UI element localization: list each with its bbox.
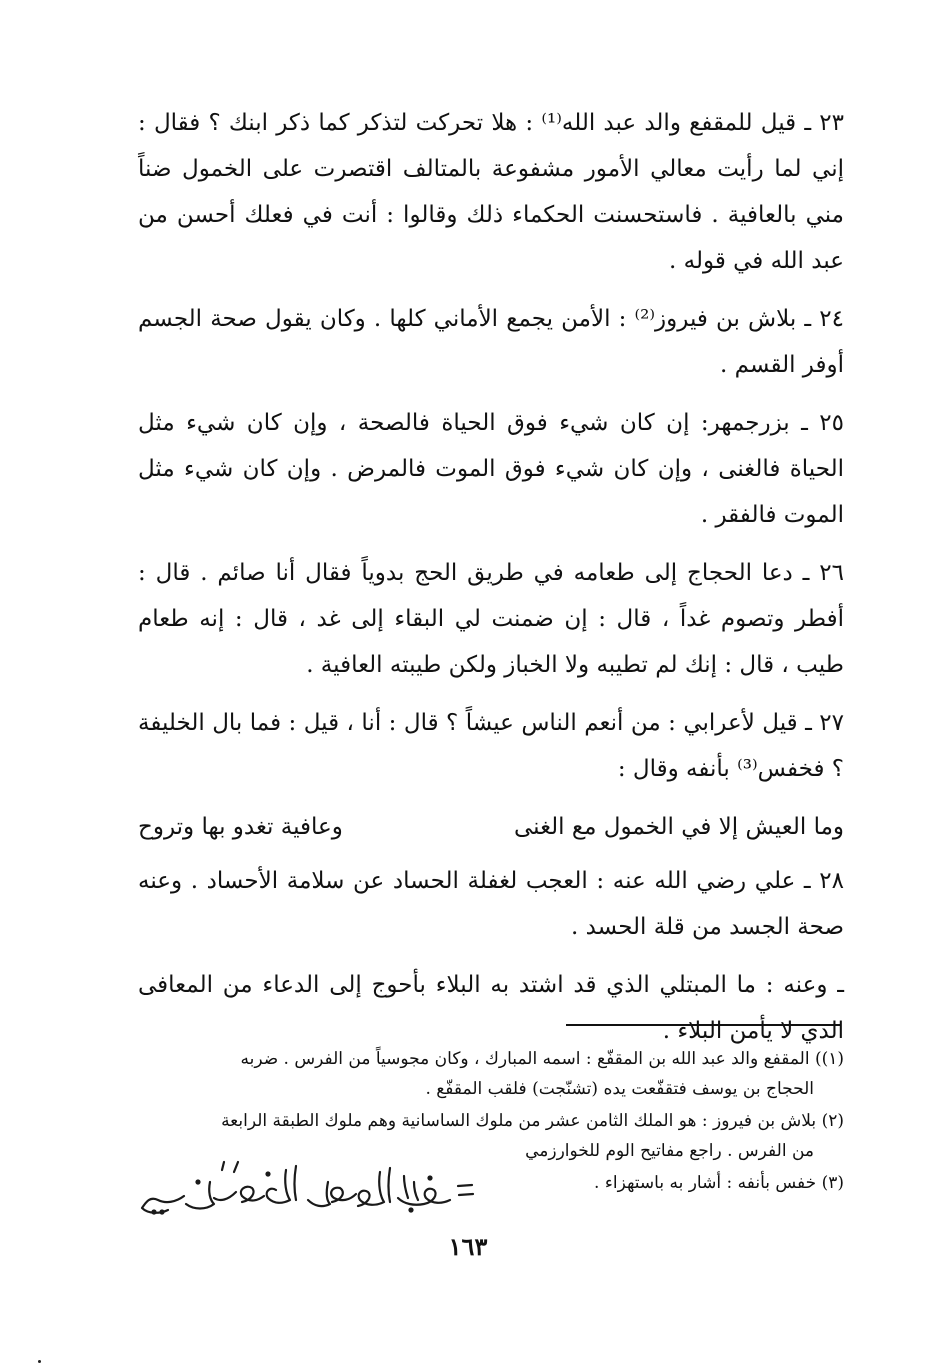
verse-second-hemistich: وعافية تغدو بها وتروح: [138, 814, 343, 840]
verse-first-hemistich: وما العيش إلا في الخمول مع الغنى: [513, 814, 844, 840]
paragraph-25: ٢٥ ـ بزرجمهر: إن كان شيء فوق الحياة فالصحة ، وإن كان شيء مثل الحياة فالغنى ، وإن كان شيء فوق الموت فالمرض . وإن كان شيء مثل الموت فالفقر .: [138, 410, 844, 528]
poetry-verse: [138, 804, 844, 850]
handwritten-note: [128, 1152, 478, 1222]
paragraph-24: ٢٤ ـ بلاش بن فيروز⁽²⁾ : الأمن يجمع الأماني كلها . وكان يقول صحة الجسم أوفر القسم .: [138, 306, 844, 378]
main-text: [138, 100, 844, 1066]
footnote-marker: (١)): [814, 1049, 844, 1069]
footnote-text: بلاش بن فيروز : هو الملك الثامن عشر من ملوك الساسانية وهم ملوك الطبقة الرابعة: [221, 1111, 817, 1131]
paragraph-26: ٢٦ ـ دعا الحجاج إلى طعامه في طريق الحج بدوياً فقال أنا صائم . قال : أفطر وتصوم غداً ، قال : إن ضمنت لي البقاء إلى غد ، قال : إنه طعام طيب ، قال : إنك لم تطيبه ولا الخباز ولكن طيبته العافية .: [138, 560, 844, 678]
page-number: ١٦٣: [448, 1232, 488, 1261]
footnote-marker: (٢): [821, 1111, 844, 1131]
paragraph-28-cont: ـ وعنه : ما المبتلي الذي قد اشتد به البلاء بأحوج إلى الدعاء من المعافى الذي لا يأمن البلاء .: [138, 972, 844, 1044]
paragraph-28: ٢٨ ـ علي رضي الله عنه : العجب لغفلة الحساد عن سلامة الأحساد . وعنه صحة الجسد من قلة الحسد .: [138, 868, 844, 940]
footnote-divider: [566, 1024, 840, 1026]
footnote-text-cont: من الفرس . راجع مفاتيح الوم للخوارزمي: [525, 1141, 814, 1161]
footnote-1: [134, 1044, 844, 1104]
footnote-marker: (٣): [821, 1173, 844, 1193]
footnote-text-cont: الحجاج بن يوسف فتقفّعت يده (تشنّجت) فلقب المقفّع .: [425, 1079, 814, 1099]
footnote-text: المقفع والد عبد الله بن المقفّع : اسمه المبارك ، وكان مجوسياً من الفرس . ضربه: [240, 1049, 810, 1069]
footnote-text: خفس بأنفه : أشار به باستهزاء .: [594, 1173, 817, 1193]
scan-speck: [38, 1360, 41, 1363]
paragraph-27: ٢٧ ـ قيل لأعرابي : من أنعم الناس عيشاً ؟ قال : أنا ، قيل : فما بال الخليفة ؟ فخفس⁽³⁾ بأنفه وقال :: [138, 710, 844, 782]
handwritten-note-text: = مفاتيح العلوم للخوارزمي: [128, 1152, 140, 1153]
paragraph-23: ٢٣ ـ قيل للمقفع والد عبد الله⁽¹⁾ : هلا تحركت لتذكر كما ذكر ابنك ؟ فقال : إني لما رأيت معالي الأمور مشفوعة بالمتالف اقتصرت على الخمول ضناً مني بالعافية . فاستحسنت الحكماء ذلك وقالوا : أنت في فعلك أحسن من عبد الله في قوله .: [138, 110, 844, 274]
